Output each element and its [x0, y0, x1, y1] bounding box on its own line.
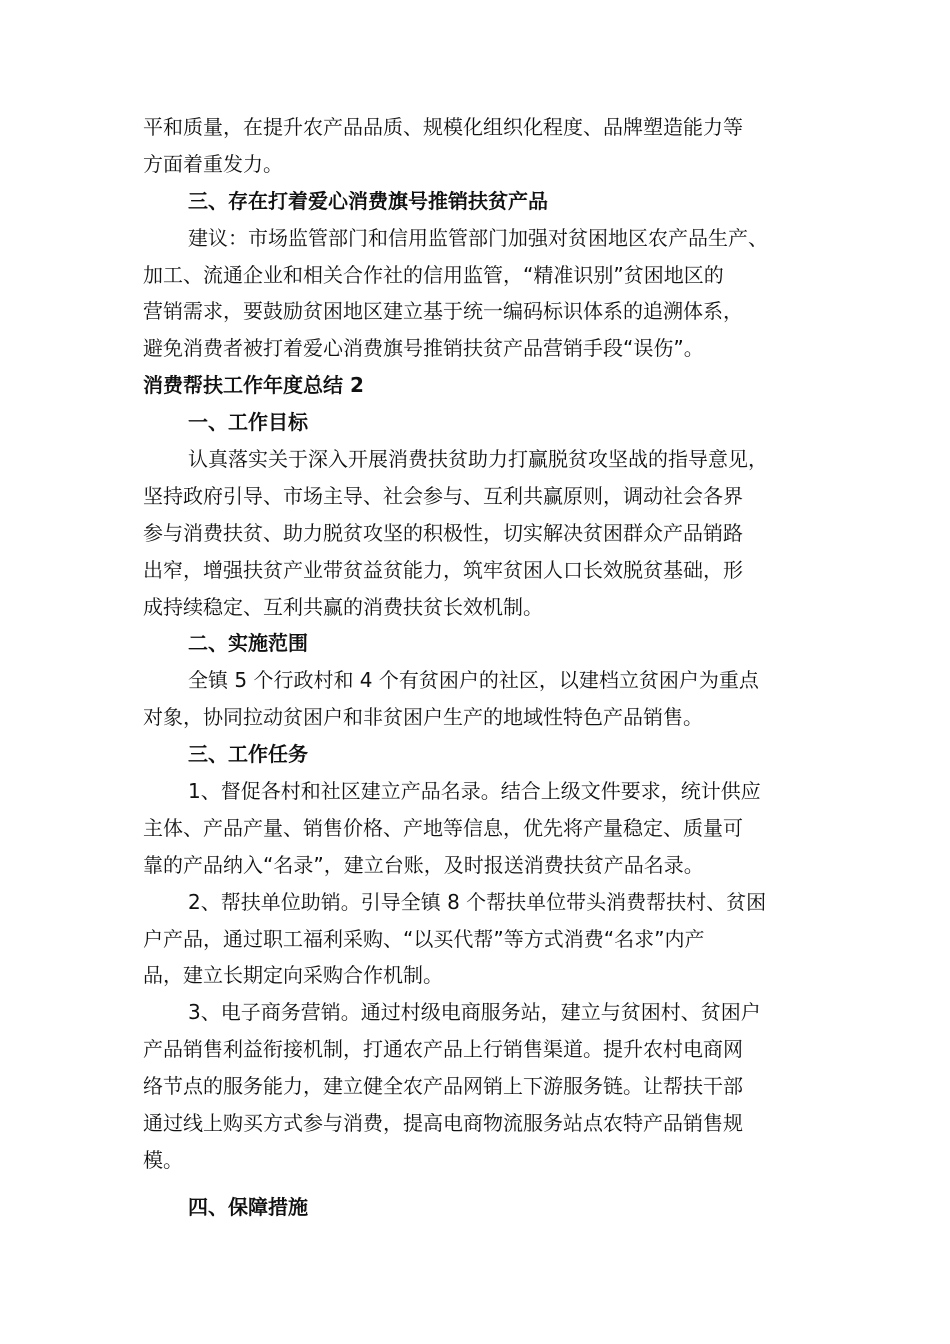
text-line: 2、帮扶单位助销。引导全镇 8 个帮扶单位带头消费帮扶村、贫困: [188, 889, 767, 914]
section-heading: 三、工作任务: [188, 742, 308, 767]
section-heading: 一、工作目标: [188, 410, 308, 435]
text-line: 主体、产品产量、销售价格、产地等信息，优先将产量稳定、质量可: [143, 815, 743, 840]
text-line: 出窄，增强扶贫产业带贫益贫能力，筑牢贫困人口长效脱贫基础，形: [143, 557, 743, 582]
text-line: 品，建立长期定向采购合作机制。: [143, 963, 443, 988]
document-page: [143, 109, 823, 1226]
section-heading: 二、实施范围: [188, 631, 308, 656]
text-line: 产品销售利益衔接机制，打通农产品上行销售渠道。提升农村电商网: [143, 1037, 743, 1062]
text-line: 模。: [143, 1147, 183, 1172]
text-line: 靠的产品纳入“名录”，建立台账，及时报送消费扶贫产品名录。: [143, 852, 704, 877]
section-heading: 四、保障措施: [188, 1194, 308, 1219]
text-line: 络节点的服务能力，建立健全农产品网销上下游服务链。让帮扶干部: [143, 1074, 743, 1099]
text-line: 参与消费扶贫、助力脱贫攻坚的积极性，切实解决贫困群众产品销路: [143, 520, 743, 545]
text-line: 成持续稳定、互利共赢的消费扶贫长效机制。: [143, 594, 543, 619]
text-line: 坚持政府引导、市场主导、社会参与、互利共赢原则，调动社会各界: [143, 483, 743, 508]
text-line: 建议：市场监管部门和信用监管部门加强对贫困地区农产品生产、: [188, 225, 768, 250]
text-line: 户产品，通过职工福利采购、“以买代帮”等方式消费“名求”内产: [143, 926, 705, 951]
text-line: 认真落实关于深入开展消费扶贫助力打赢脱贫攻坚战的指导意见，: [188, 447, 768, 472]
text-line: 方面着重发力。: [143, 151, 283, 176]
text-line: 营销需求，要鼓励贫困地区建立基于统一编码标识体系的追溯体系，: [143, 299, 743, 324]
text-line: 全镇 5 个行政村和 4 个有贫困户的社区，以建档立贫困户为重点: [188, 668, 759, 693]
text-line: 3、电子商务营销。通过村级电商服务站，建立与贫困村、贫困户: [188, 1000, 761, 1025]
spacer: [143, 1179, 823, 1189]
section-heading: 消费帮扶工作年度总结 2: [143, 373, 364, 398]
text-line: 通过线上购买方式参与消费，提高电商物流服务站点农特产品销售规: [143, 1111, 743, 1136]
section-heading: 三、存在打着爱心消费旗号推销扶贫产品: [188, 188, 548, 213]
text-line: 避免消费者被打着爱心消费旗号推销扶贫产品营销手段“误伤”。: [143, 336, 704, 361]
text-line: 对象，协同拉动贫困户和非贫困户生产的地域性特色产品销售。: [143, 705, 703, 730]
text-line: 平和质量，在提升农产品品质、规模化组织化程度、品牌塑造能力等: [143, 115, 743, 139]
text-line: 加工、流通企业和相关合作社的信用监管，“精准识别”贫困地区的: [143, 262, 724, 287]
text-line: 1、督促各村和社区建立产品名录。结合上级文件要求，统计供应: [188, 779, 761, 804]
